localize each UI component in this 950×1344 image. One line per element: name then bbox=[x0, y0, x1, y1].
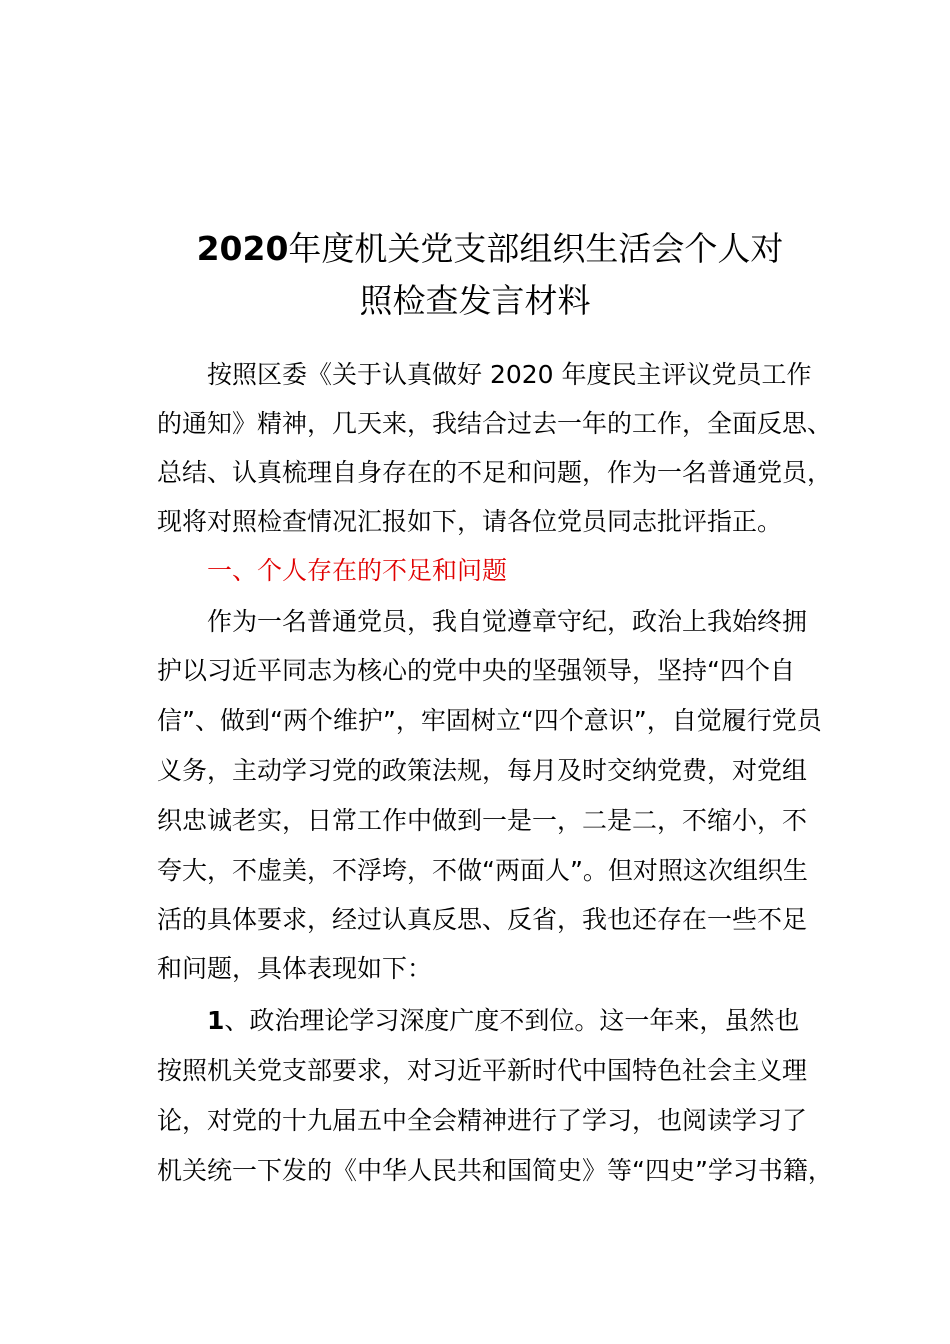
paragraph-2-line: 夸大，不虚美，不浮垮，不做“两面人”。但对照这次组织生 bbox=[157, 856, 808, 885]
document-title-line-1 bbox=[0, 224, 950, 274]
paragraph-3-line: 机关统一下发的《中华人民共和国简史》等“四史”学习书籍， bbox=[157, 1156, 833, 1185]
paragraph-2-line: 义务，主动学习党的政策法规，每月及时交纳党费，对党组 bbox=[157, 756, 808, 785]
paragraph-2-line: 织忠诚老实，日常工作中做到一是一，二是二，不缩小，不 bbox=[157, 806, 808, 835]
paragraph-2-line: 护以习近平同志为核心的党中央的坚强领导，坚持“四个自 bbox=[157, 656, 795, 685]
item-1-first-line bbox=[207, 1003, 907, 1039]
paragraph-1-line: 总结、认真梳理自身存在的不足和问题，作为一名普通党员， bbox=[157, 458, 833, 487]
section-heading: 一、个人存在的不足和问题 bbox=[207, 556, 508, 585]
paragraph-1-line: 的通知》精神，几天来，我结合过去一年的工作，全面反思、 bbox=[157, 409, 833, 438]
paragraph-3-line: 论，对党的十九届五中全会精神进行了学习，也阅读学习了 bbox=[157, 1106, 808, 1135]
paragraph-2-line: 作为一名普通党员，我自觉遵章守纪，政治上我始终拥 bbox=[207, 607, 808, 636]
paragraph-1-line: 按照区委《关于认真做好 2020 年度民主评议党员工作 bbox=[207, 360, 812, 389]
title-line-1-text: 年度机关党支部组织生活会个人对 bbox=[288, 229, 784, 268]
item-1-number: 1 bbox=[207, 1006, 225, 1035]
paragraph-3-line: 按照机关党支部要求，对习近平新时代中国特色社会主义理 bbox=[157, 1056, 808, 1085]
paragraph-2-line: 信”、做到“两个维护”，牢固树立“四个意识”，自觉履行党员 bbox=[157, 706, 822, 735]
item-1-text: 、政治理论学习深度广度不到位。这一年来，虽然也 bbox=[224, 1006, 800, 1035]
paragraph-2-line: 活的具体要求，经过认真反思、反省，我也还存在一些不足 bbox=[157, 905, 808, 934]
document-title-line-2: 照检查发言材料 bbox=[359, 281, 591, 320]
paragraph-1-line: 现将对照检查情况汇报如下，请各位党员同志批评指正。 bbox=[157, 507, 783, 536]
title-year: 2020 bbox=[196, 229, 289, 268]
paragraph-2-line: 和问题，具体表现如下： bbox=[157, 954, 433, 983]
